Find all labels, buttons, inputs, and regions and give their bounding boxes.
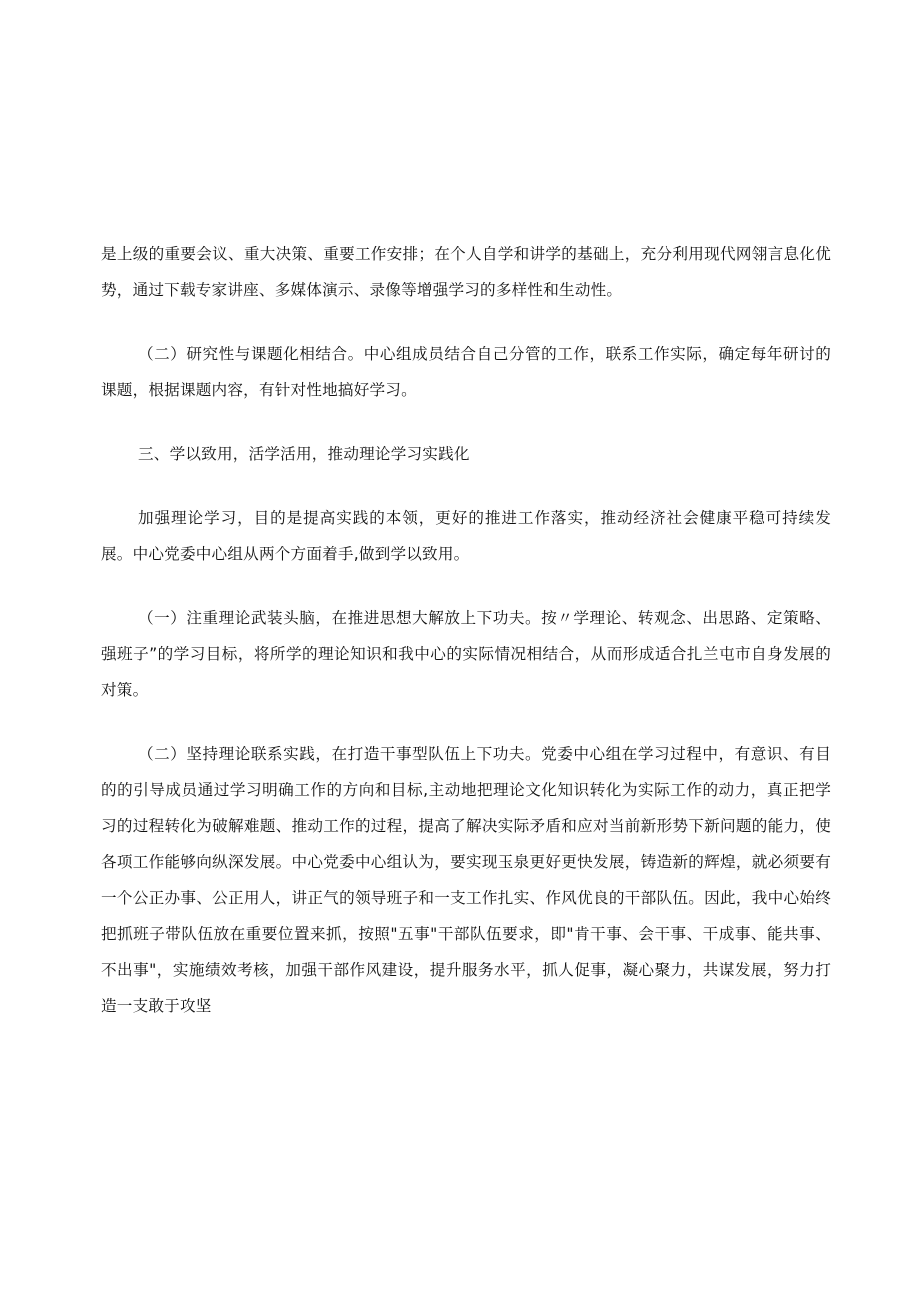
section-heading-three: 三、学以致用，活学活用，推动理论学习实践化 bbox=[138, 445, 470, 463]
paragraph-theory-armament: （一）注重理论武装头脑，在推进思想大解放上下功夫。按〃学理论、转观念、出思路、定策略、强班子”的学习目标，将所学的理论知识和我中心的实际情况相结合，从而形成适合扎兰屯市自身发展的对策。 bbox=[101, 609, 831, 699]
paragraph-team-building: （二）坚持理论联系实践，在打造干事型队伍上下功夫。党委中心组在学习过程中，有意识、有目的的引导成员通过学习明确工作的方向和目标,主动地把理论文化知识转化为实际工作的动力，真正把学习的过程转化为破解难题、推动工作的过程，提高了解决实际矛盾和应对当前新形势下新问题的能力，使各项工作能够向纵深发展。中心党委中心组认为，要实现玉泉更好更快发展，铸造新的辉煌，就必须要有一个公正办事、公正用人，讲正气的领导班子和一支工作扎实、作风优良的干部队伍。因此，我中心始终把抓班子带队伍放在重要位置来抓，按照"五事"干部队伍要求，即"肯干事、会干事、干成事、能共事、不出事"，实施绩效考核，加强干部作风建设，提升服务水平，抓人促事，凝心聚力，共谋发展，努力打造一支敢于攻坚 bbox=[101, 745, 831, 1015]
paragraph-research-topics: （二）研究性与课题化相结合。中心组成员结合自己分管的工作，联系工作实际，确定每年研讨的课题，根据课题内容，有针对性地搞好学习。 bbox=[101, 345, 831, 399]
document-body bbox=[101, 236, 831, 1024]
paragraph-learning-methods: 是上级的重要会议、重大决策、重要工作安排；在个人自学和讲学的基础上，充分利用现代网翎言息化优势，通过下载专家讲座、多媒体演示、录像等增强学习的多样性和生动性。 bbox=[101, 245, 831, 299]
paragraph-practice-intro: 加强理论学习，目的是提高实践的本领，更好的推进工作落实，推动经济社会健康平稳可持续发展。中心党委中心组从两个方面着手,做到学以致用。 bbox=[101, 509, 831, 563]
